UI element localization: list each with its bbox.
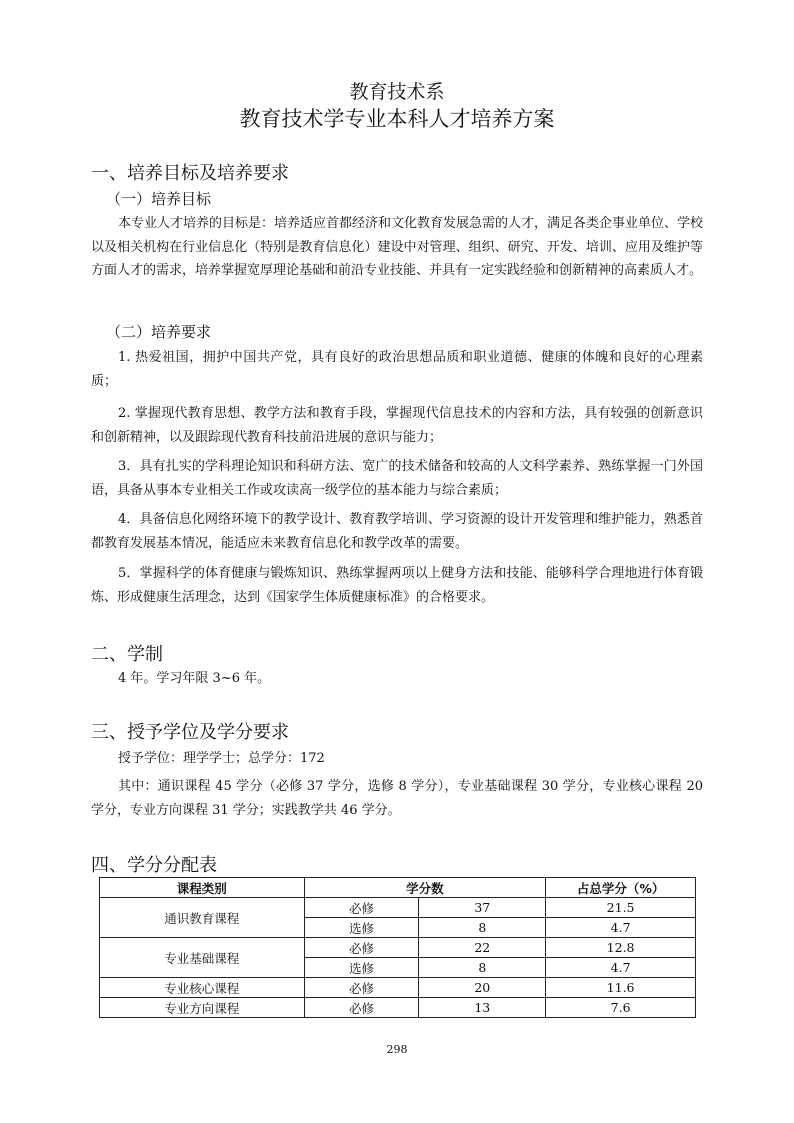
credits-cell: 13 (419, 998, 546, 1018)
column-header: 课程类别 (100, 878, 305, 898)
percent-cell: 4.7 (546, 958, 696, 978)
page-number: 298 (386, 1043, 408, 1056)
plan-title: 教育技术学专业本科人才培养方案 (239, 107, 555, 131)
table-row (100, 998, 696, 1018)
degree-text: 授予学位：理学学士；总学分：172 (118, 751, 325, 766)
goal-paragraph: 本专业人才培养的目标是：培养适应首都经济和文化教育发展急需的人才，满足各类企事业单位、学校以及相关机构在行业信息化（特别是教育信息化）建设中对管理、组织、研究、开发、培训、应用及维护等方面人才的需求，培养掌握宽厚理论基础和前沿专业技能、并具有一定实践经验和创新精神的高素质人才。 (91, 216, 704, 278)
duration-text: 4 年。学习年限 3~6 年。 (118, 671, 271, 686)
subsection-heading-goal: （一）培养目标 (106, 190, 212, 208)
column-header: 占总学分（%） (546, 878, 696, 898)
course-type-cell: 必修 (304, 998, 419, 1018)
percent-cell: 4.7 (546, 918, 696, 938)
requirement-item: 4．具备信息化网络环境下的教学设计、教育教学培训、学习资源的设计开发管理和维护能力，熟悉首都教育发展基本情况，能适应未来教育信息化和教学改革的需要。 (91, 512, 703, 551)
percent-cell: 21.5 (546, 898, 696, 918)
table-row (100, 938, 696, 958)
credits-cell: 22 (419, 938, 546, 958)
course-type-cell: 必修 (304, 978, 419, 998)
course-category-cell: 专业基础课程 (100, 938, 305, 978)
section-heading-credit-table: 四、学分分配表 (91, 855, 217, 876)
table-row (100, 978, 696, 998)
subsection-heading-requirements: （二）培养要求 (106, 323, 212, 341)
credit-requirement-text: 其中：通识课程 45 学分（必修 37 学分，选修 8 学分），专业基础课程 30 学分，专业核心课程 20 学分，专业方向课程 31 学分；实践教学共 46 学分。 (91, 779, 703, 818)
percent-cell: 12.8 (546, 938, 696, 958)
requirement-item: 3．具有扎实的学科理论知识和科研方法、宽广的技术储备和较高的人文科学素养、熟练掌握一门外国语，具备从事本专业相关工作或攻读高一级学位的基本能力与综合素质； (91, 459, 703, 498)
column-header: 学分数 (304, 878, 546, 898)
department-title: 教育技术系 (349, 81, 445, 103)
percent-cell: 11.6 (546, 978, 696, 998)
percent-cell: 7.6 (546, 998, 696, 1018)
course-type-cell: 必修 (304, 938, 419, 958)
section-heading-duration: 二、学制 (91, 644, 163, 665)
credits-cell: 8 (419, 918, 546, 938)
credits-cell: 20 (419, 978, 546, 998)
course-category-cell: 专业方向课程 (100, 998, 305, 1018)
table-row (100, 898, 696, 918)
credit-distribution-table (99, 877, 696, 1018)
course-type-cell: 必修 (304, 898, 419, 918)
requirement-item: 2. 掌握现代教育思想、教学方法和教育手段，掌握现代信息技术的内容和方法，具有较强的创新意识和创新精神，以及跟踪现代教育科技前沿进展的意识与能力； (91, 406, 703, 445)
course-type-cell: 选修 (304, 958, 419, 978)
course-type-cell: 选修 (304, 918, 419, 938)
table-header-row (100, 878, 696, 898)
course-category-cell: 通识教育课程 (100, 898, 305, 938)
requirement-item: 5．掌握科学的体育健康与锻炼知识、熟练掌握两项以上健身方法和技能、能够科学合理地进行体育锻炼、形成健康生活理念，达到《国家学生体质健康标准》的合格要求。 (91, 566, 703, 605)
course-category-cell: 专业核心课程 (100, 978, 305, 998)
requirement-item: 1. 热爱祖国，拥护中国共产党，具有良好的政治思想品质和职业道德、健康的体魄和良好的心理素质； (91, 350, 703, 389)
section-heading-degree: 三、授予学位及学分要求 (91, 722, 289, 743)
credits-cell: 8 (419, 958, 546, 978)
credits-cell: 37 (419, 898, 546, 918)
section-heading-goals: 一、培养目标及培养要求 (91, 163, 289, 184)
